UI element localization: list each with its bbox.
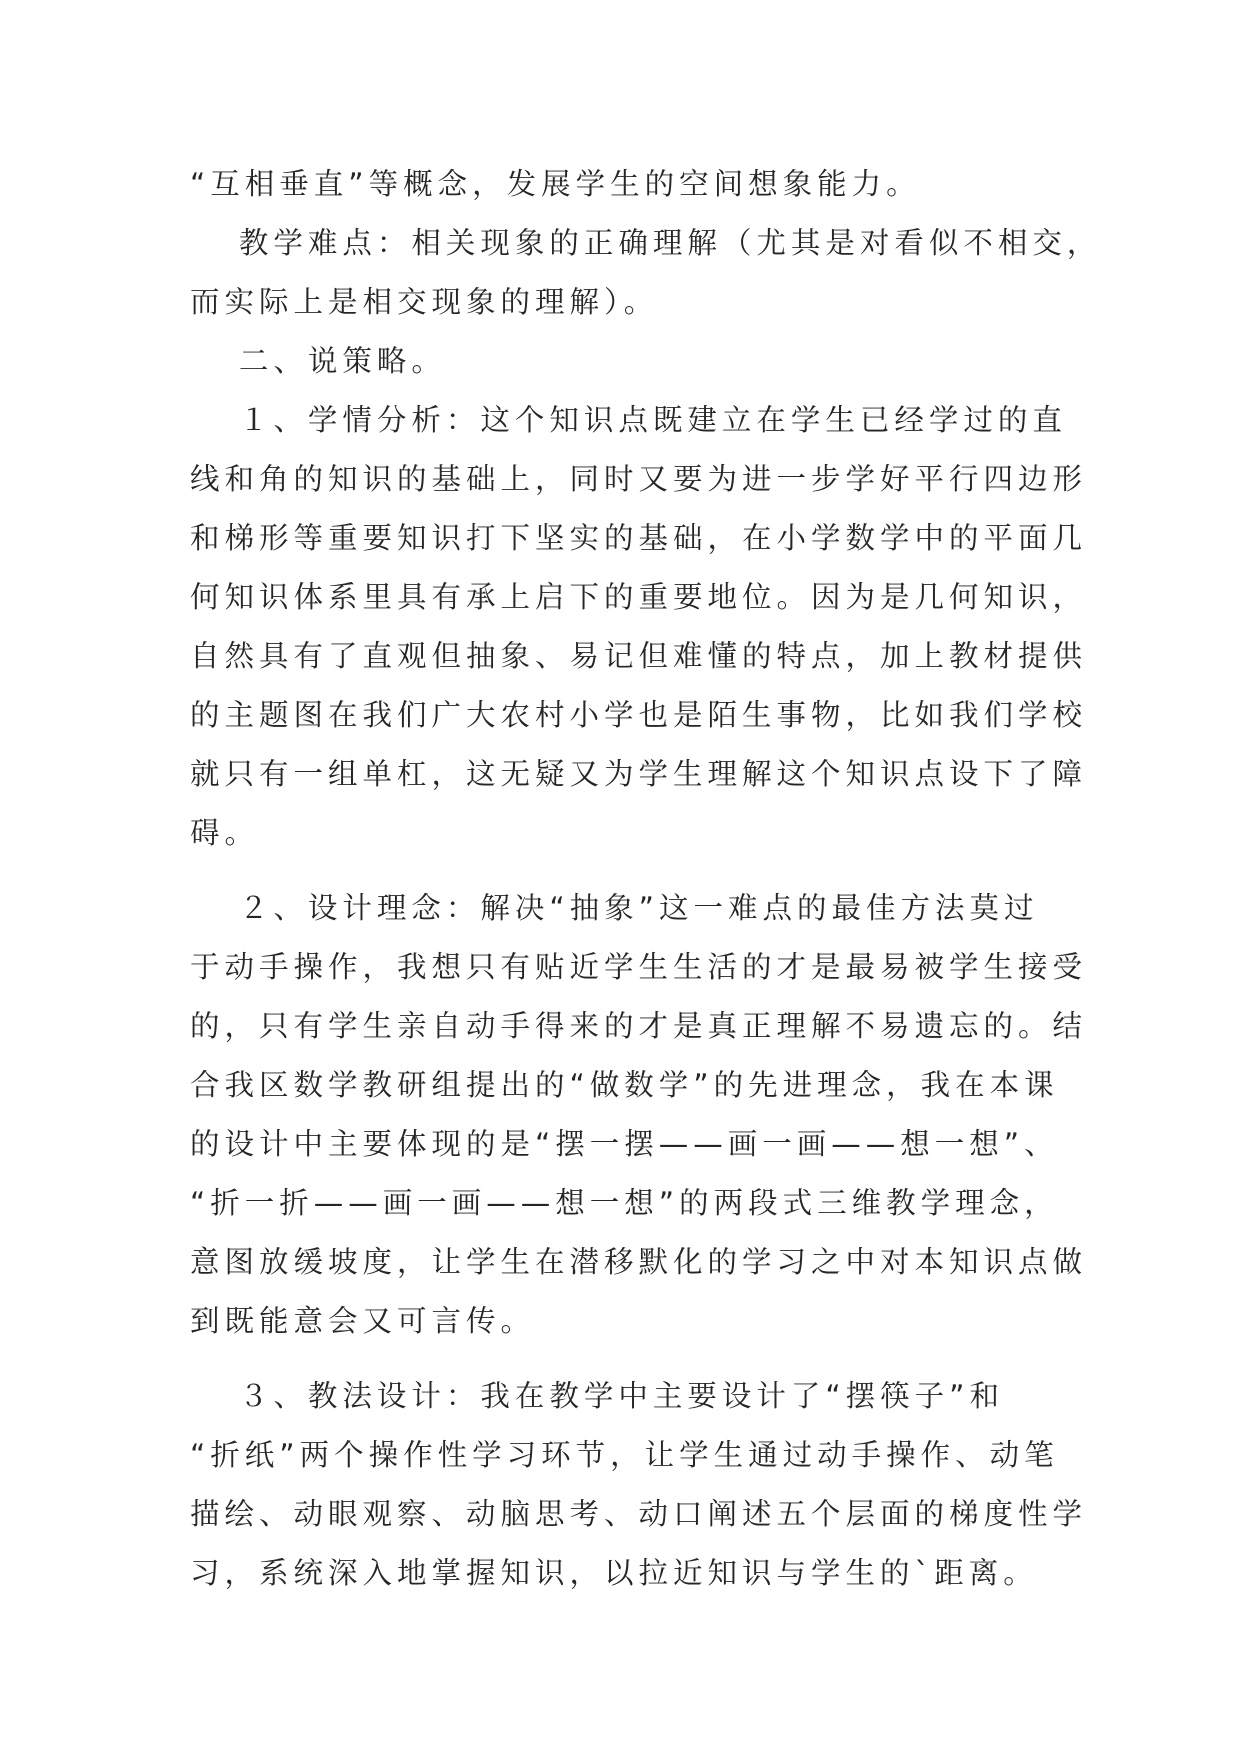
document-body	[190, 155, 1102, 1603]
paragraph-concept-continuation	[190, 155, 1052, 214]
paragraph-teaching-method	[190, 1367, 1088, 1603]
text-line: 于动手操作，我想只有贴近学生生活的才是最易被学生接受	[190, 950, 1088, 984]
text-line: “折一折——画一画——想一想”的两段式三维教学理念，	[190, 1186, 1059, 1220]
text-line: 的主题图在我们广大农村小学也是陌生事物，比如我们学校	[190, 698, 1088, 732]
text-line: 而实际上是相交现象的理解）。	[190, 285, 659, 319]
text-line: 线和角的知识的基础上，同时又要为进一步学好平行四边形	[190, 462, 1088, 496]
paragraph-spacing	[190, 1351, 1052, 1367]
text-line: “折纸”两个操作性学习环节，让学生通过动手操作、动笔	[190, 1438, 1059, 1472]
text-line: 自然具有了直观但抽象、易记但难懂的特点，加上教材提供	[190, 639, 1088, 673]
paragraph-teaching-difficulty	[190, 214, 1102, 332]
text-line: 的，只有学生亲自动手得来的才是真正理解不易遗忘的。结	[190, 1009, 1088, 1043]
text-line: 碍。	[190, 816, 260, 850]
text-line: 何知识体系里具有承上启下的重要地位。因为是几何知识，	[190, 580, 1088, 614]
text-line: 就只有一组单杠，这无疑又为学生理解这个知识点设下了障	[190, 757, 1088, 791]
text-line: 描绘、动眼观察、动脑思考、动口阐述五个层面的梯度性学	[190, 1497, 1088, 1531]
text-line: 意图放缓坡度，让学生在潜移默化的学习之中对本知识点做	[190, 1245, 1088, 1279]
text-line: 和梯形等重要知识打下坚实的基础，在小学数学中的平面几	[190, 521, 1088, 555]
text-line: 合我区数学教研组提出的“做数学”的先进理念，我在本课	[190, 1068, 1059, 1102]
paragraph-spacing	[190, 863, 1052, 879]
text-line: 到既能意会又可言传。	[190, 1304, 536, 1338]
text-line: “互相垂直”等概念，发展学生的空间想象能力。	[190, 167, 921, 201]
section-heading-strategy	[190, 332, 1052, 391]
paragraph-learning-analysis	[190, 391, 1088, 863]
paragraph-design-concept	[190, 879, 1088, 1351]
text-line: １、学情分析：这个知识点既建立在学生已经学过的直	[190, 403, 1067, 437]
text-line: 的设计中主要体现的是“摆一摆——画一画——想一想”、	[190, 1127, 1059, 1161]
text-line: ３、教法设计：我在教学中主要设计了“摆筷子”和	[190, 1379, 1004, 1413]
text-line: 二、说策略。	[190, 344, 446, 378]
text-line: 教学难点：相关现象的正确理解（尤其是对看似不相交，	[190, 226, 1102, 260]
text-line: 习，系统深入地掌握知识，以拉近知识与学生的`距离。	[190, 1556, 1038, 1590]
text-line: ２、设计理念：解决“抽象”这一难点的最佳方法莫过	[190, 891, 1039, 925]
